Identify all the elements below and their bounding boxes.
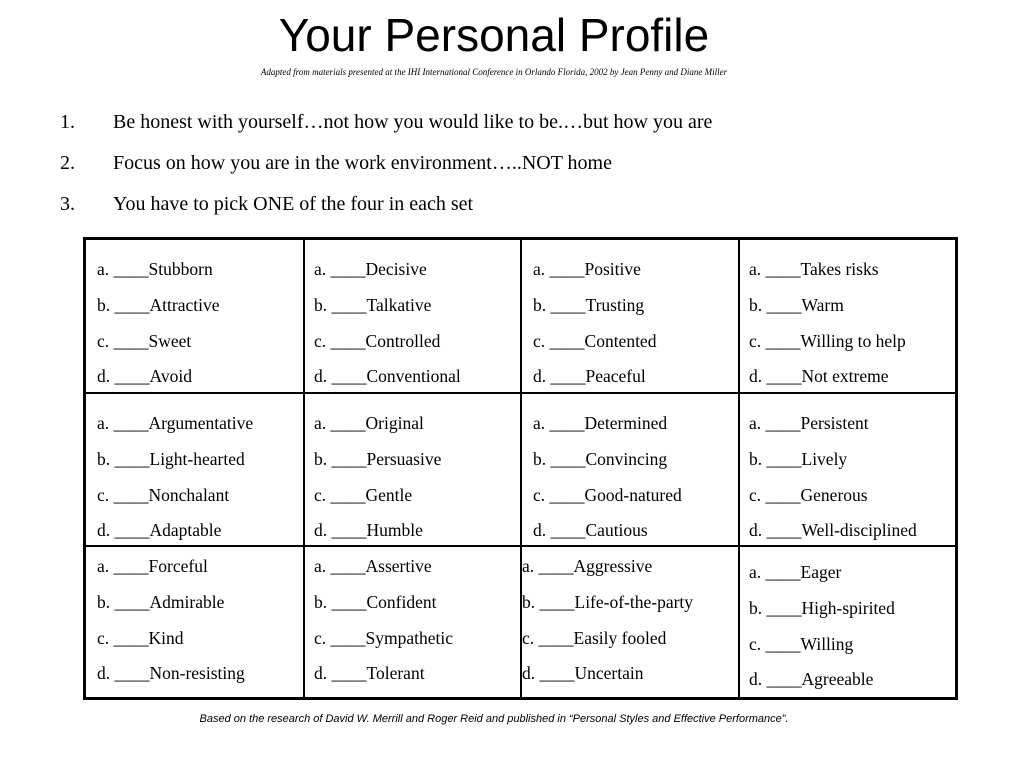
word-option[interactable]: a. ____Original bbox=[314, 413, 424, 433]
attribution-subtitle: Adapted from materials presented at the IHI International Conference in Orlando Florida, 2002 by Jean Penny and Diane Miller bbox=[260, 67, 728, 77]
word-option[interactable]: d. ____Well-disciplined bbox=[749, 520, 917, 541]
word-option[interactable]: b. ____Admirable bbox=[97, 591, 225, 612]
instruction-text: Focus on how you are in the work environment…..NOT home bbox=[113, 152, 612, 174]
word-option[interactable]: d. ____Uncertain bbox=[522, 663, 644, 684]
word-option[interactable]: b. ____Confident bbox=[314, 591, 437, 612]
word-option[interactable]: c. ____Good-natured bbox=[533, 484, 682, 505]
instruction-item bbox=[60, 143, 712, 184]
word-option[interactable]: a. ____Determined bbox=[533, 413, 668, 433]
word-set-cell bbox=[305, 394, 522, 547]
instruction-number: 1. bbox=[60, 111, 75, 133]
word-option[interactable]: c. ____Kind bbox=[97, 627, 184, 648]
word-option[interactable]: d. ____Avoid bbox=[97, 366, 192, 387]
word-option[interactable]: d. ____Peaceful bbox=[533, 366, 646, 387]
instruction-text: Be honest with yourself…not how you would like to be.…but how you are bbox=[113, 111, 713, 133]
word-option[interactable]: c. ____Contented bbox=[533, 330, 657, 351]
word-option[interactable]: a. ____Decisive bbox=[314, 259, 427, 279]
word-option[interactable]: b. ____Attractive bbox=[97, 294, 220, 315]
instruction-number: 3. bbox=[60, 193, 75, 215]
word-option[interactable]: d. ____Not extreme bbox=[749, 366, 889, 387]
word-set-cell bbox=[305, 547, 522, 697]
word-set-cell bbox=[522, 547, 740, 697]
word-option[interactable]: b. ____Lively bbox=[749, 448, 848, 469]
word-option[interactable]: c. ____Generous bbox=[749, 484, 868, 505]
word-set-cell bbox=[522, 240, 740, 394]
word-set-cell bbox=[740, 240, 955, 394]
word-option[interactable]: d. ____Tolerant bbox=[314, 663, 425, 684]
word-option[interactable]: b. ____High-spirited bbox=[749, 597, 895, 618]
word-option[interactable]: a. ____Assertive bbox=[314, 556, 432, 576]
word-option[interactable]: c. ____Sympathetic bbox=[314, 627, 454, 648]
word-option[interactable]: d. ____Conventional bbox=[314, 366, 461, 387]
page-title: Your Personal Profile bbox=[278, 9, 710, 61]
word-set-cell bbox=[740, 394, 955, 547]
word-option[interactable]: b. ____Warm bbox=[749, 294, 844, 315]
word-option[interactable]: c. ____Controlled bbox=[314, 330, 441, 351]
word-set-cell bbox=[522, 394, 740, 547]
instruction-item bbox=[60, 184, 712, 225]
word-option[interactable]: b. ____Persuasive bbox=[314, 448, 442, 469]
word-option[interactable]: c. ____Nonchalant bbox=[97, 484, 230, 505]
word-set-cell bbox=[305, 240, 522, 394]
instruction-text: You have to pick ONE of the four in each set bbox=[113, 193, 474, 215]
word-option[interactable]: c. ____Gentle bbox=[314, 484, 413, 505]
word-option[interactable]: b. ____Talkative bbox=[314, 294, 432, 315]
word-option[interactable]: a. ____Eager bbox=[749, 562, 842, 582]
word-option[interactable]: d. ____Adaptable bbox=[97, 520, 222, 541]
word-option[interactable]: d. ____Cautious bbox=[533, 520, 648, 541]
word-option[interactable]: a. ____Persistent bbox=[749, 413, 869, 433]
word-option[interactable]: d. ____Non-resisting bbox=[97, 663, 245, 684]
instruction-item bbox=[60, 102, 712, 143]
instructions-list bbox=[60, 102, 712, 225]
word-set-cell bbox=[86, 547, 305, 697]
word-option[interactable]: c. ____Easily fooled bbox=[522, 627, 667, 648]
word-option[interactable]: a. ____Stubborn bbox=[97, 259, 213, 279]
word-option[interactable]: d. ____Humble bbox=[314, 520, 423, 541]
word-option[interactable]: b. ____Trusting bbox=[533, 294, 645, 315]
word-option[interactable]: a. ____Forceful bbox=[97, 556, 208, 576]
word-option[interactable]: b. ____Convincing bbox=[533, 448, 668, 469]
word-set-cell bbox=[86, 240, 305, 394]
word-option[interactable]: b. ____Light-hearted bbox=[97, 448, 245, 469]
word-option[interactable]: c. ____Willing bbox=[749, 633, 854, 654]
word-option[interactable]: d. ____Agreeable bbox=[749, 669, 874, 690]
word-option[interactable]: a. ____Takes risks bbox=[749, 259, 879, 279]
word-option[interactable]: a. ____Argumentative bbox=[97, 413, 254, 433]
word-option[interactable]: b. ____Life-of-the-party bbox=[522, 591, 694, 612]
word-set-cell bbox=[740, 547, 955, 697]
instruction-number: 2. bbox=[60, 152, 75, 174]
word-option[interactable]: c. ____Sweet bbox=[97, 330, 192, 351]
word-option[interactable]: a. ____Aggressive bbox=[522, 556, 653, 576]
word-option[interactable]: c. ____Willing to help bbox=[749, 330, 906, 351]
research-footnote: Based on the research of David W. Merrill and Roger Reid and published in “Personal Styles and Effective Performance”. bbox=[199, 713, 789, 725]
profile-word-grid bbox=[83, 237, 958, 700]
word-option[interactable]: a. ____Positive bbox=[533, 259, 641, 279]
word-set-cell bbox=[86, 394, 305, 547]
